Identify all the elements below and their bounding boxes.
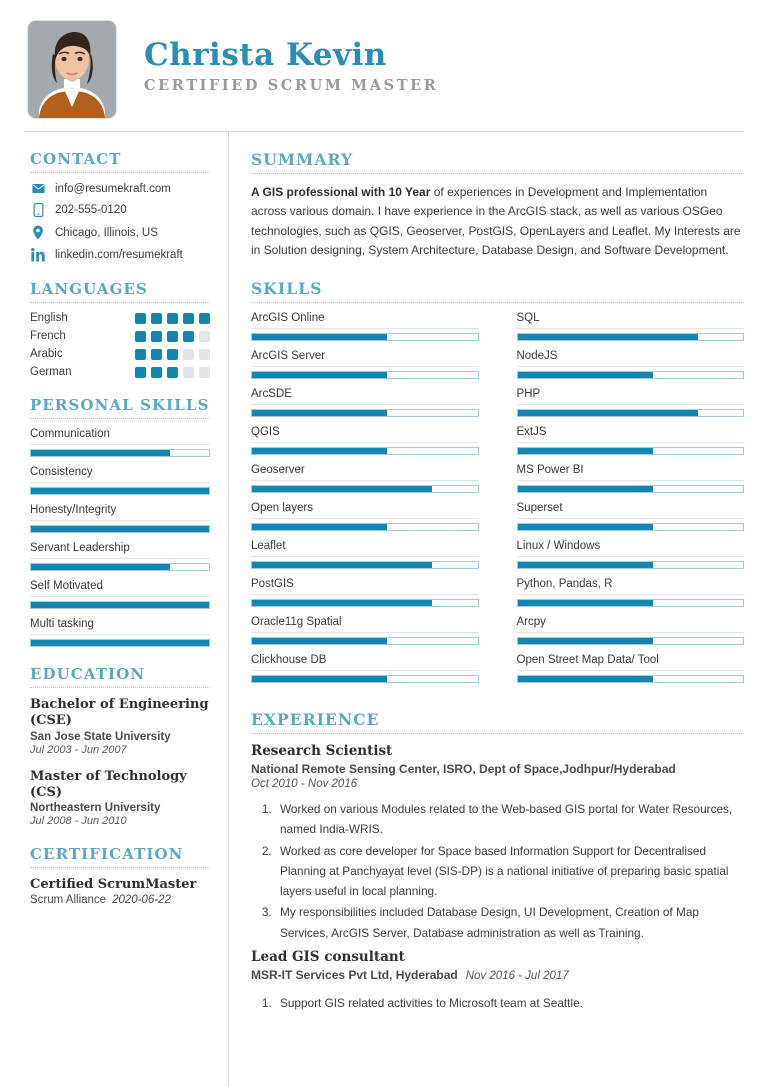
- certification-list: [30, 877, 210, 906]
- certification-item: [30, 877, 210, 906]
- skill-bar-fill: [252, 638, 387, 644]
- experience-bullet: 2. Worked as core developer for Space based Information Support for Decentralised Planning at Panchyayat level (SIS-DP) is a national initiative of preparing basic spatial layers useful in local planning.: [275, 841, 744, 902]
- skill-name: ArcSDE: [251, 388, 479, 405]
- phone-icon: [30, 203, 46, 217]
- skill-bar-track: [251, 371, 479, 379]
- skill-name: ArcGIS Online: [251, 312, 479, 329]
- skill-bar-fill: [518, 676, 653, 682]
- skill-name: SQL: [517, 312, 745, 329]
- experience-heading: EXPERIENCE: [251, 709, 380, 729]
- education-rule: [30, 687, 210, 688]
- language-level-square: [135, 331, 146, 342]
- language-level-square: [167, 349, 178, 360]
- skill-bar-item: [517, 426, 745, 455]
- skill-bar-fill: [31, 564, 170, 570]
- skills-rule: [251, 302, 744, 303]
- experience-role: Research Scientist: [251, 742, 393, 759]
- summary-text: [251, 183, 744, 261]
- skill-name: MS Power BI: [517, 464, 745, 481]
- skill-name: Servant Leadership: [30, 542, 210, 559]
- skill-bar-track: [30, 449, 210, 457]
- skill-bar-item: [30, 428, 210, 457]
- language-level-square: [135, 349, 146, 360]
- language-level-square: [183, 367, 194, 378]
- language-name: German: [30, 366, 72, 378]
- contact-item[interactable]: [30, 225, 210, 240]
- skill-bar-fill: [252, 524, 387, 530]
- experience-bullet: 1. Worked on various Modules related to the Web-based GIS portal for Water Resources, named India-WRIS.: [275, 799, 744, 840]
- contact-item[interactable]: [30, 203, 210, 217]
- language-name: French: [30, 330, 66, 342]
- language-level-square: [199, 349, 210, 360]
- skill-bar-track: [30, 487, 210, 495]
- summary-lead: A GIS professional with 10 Year: [251, 185, 431, 199]
- education-dates: Jul 2003 - Jun 2007: [30, 743, 127, 756]
- contact-item[interactable]: [30, 182, 210, 195]
- language-level-square: [183, 331, 194, 342]
- skill-bar-track: [30, 639, 210, 647]
- language-name: English: [30, 312, 68, 324]
- skill-bar-fill: [518, 562, 653, 568]
- experience-bullet: 3. My responsibilities included Database Design, UI Development, Creation of Map Services, ArcGIS Server, Database administration as well as Training.: [275, 902, 744, 943]
- summary-rest: of experiences in Development and Implementation across various domain. I have experience in the ArcGIS stack, as well as various OSGeo technologies, such as QGIS, Geoserver, PostGIS, OpenLayers and Leaflet. My Interests are in Solution designing, System Architecture, Database Design, and Software Development.: [251, 185, 741, 258]
- experience-org-line: [251, 967, 744, 985]
- skill-name: Oracle11g Spatial: [251, 616, 479, 633]
- language-name: Arabic: [30, 348, 63, 360]
- skill-name: Self Motivated: [30, 580, 210, 597]
- contact-value: Chicago, Illinois, US: [55, 226, 158, 239]
- skill-bar-fill: [518, 448, 653, 454]
- personal-skills-rule: [30, 418, 210, 419]
- skill-bar-fill: [518, 600, 653, 606]
- envelope-icon: [30, 182, 46, 195]
- skill-bar-fill: [252, 410, 387, 416]
- skill-name: Linux / Windows: [517, 540, 745, 557]
- experience-item: [251, 743, 744, 943]
- experience-dates: Oct 2010 - Nov 2016: [251, 777, 358, 790]
- skill-bar-fill: [518, 524, 653, 530]
- language-level-square: [183, 313, 194, 324]
- skill-bar-track: [517, 561, 745, 569]
- personal-skills-list: [30, 428, 210, 647]
- skill-bar-item: [251, 540, 479, 569]
- language-level-meter: [135, 349, 210, 360]
- language-level-square: [199, 331, 210, 342]
- education-list: [30, 697, 210, 827]
- skill-bar-item: [30, 504, 210, 533]
- skill-bar-item: [517, 654, 745, 683]
- skill-bar-fill: [518, 334, 698, 340]
- skill-bar-track: [251, 523, 479, 531]
- skill-bar-item: [517, 502, 745, 531]
- education-school: San Jose State University: [30, 730, 171, 743]
- contact-rule: [30, 172, 210, 173]
- skill-bar-fill: [252, 334, 387, 340]
- skill-bar-track: [251, 333, 479, 341]
- sidebar-column: [0, 132, 228, 1087]
- skills-column-right: [517, 312, 745, 692]
- contact-value: info@resumekraft.com: [55, 182, 171, 195]
- skill-bar-fill: [518, 410, 698, 416]
- contact-heading: CONTACT: [30, 150, 122, 168]
- language-level-square: [135, 367, 146, 378]
- experience-bullet-list: [275, 993, 744, 1013]
- location-pin-icon: [30, 225, 46, 240]
- skill-bar-item: [517, 350, 745, 379]
- skill-name: NodeJS: [517, 350, 745, 367]
- language-level-square: [151, 313, 162, 324]
- certification-title: Certified ScrumMaster: [30, 877, 197, 893]
- experience-org: MSR-IT Services Pvt Ltd, Hyderabad: [251, 967, 458, 982]
- skill-name: Communication: [30, 428, 210, 445]
- skill-bar-item: [30, 542, 210, 571]
- skill-bar-item: [30, 580, 210, 609]
- certification-subline: [30, 894, 210, 906]
- language-level-square: [167, 367, 178, 378]
- skill-bar-item: [251, 502, 479, 531]
- languages-rule: [30, 302, 210, 303]
- experience-list: [251, 743, 744, 1014]
- skill-bar-fill: [252, 600, 432, 606]
- contact-value: 202-555-0120: [55, 204, 127, 216]
- skill-name: Clickhouse DB: [251, 654, 479, 671]
- skill-bar-item: [517, 540, 745, 569]
- skill-name: Leaflet: [251, 540, 479, 557]
- skill-bar-fill: [31, 602, 209, 608]
- skill-name: Geoserver: [251, 464, 479, 481]
- skill-bar-track: [517, 333, 745, 341]
- skill-bar-fill: [518, 638, 653, 644]
- skill-name: PHP: [517, 388, 745, 405]
- education-school: Northeastern University: [30, 802, 161, 815]
- skills-grid: [251, 312, 744, 692]
- skill-bar-track: [517, 409, 745, 417]
- language-row: [30, 312, 210, 324]
- skill-bar-item: [517, 578, 745, 607]
- language-level-square: [183, 349, 194, 360]
- language-level-square: [199, 313, 210, 324]
- skill-bar-track: [517, 637, 745, 645]
- section-skills: [251, 279, 744, 692]
- certification-date: 2020-06-22: [112, 894, 171, 907]
- skill-bar-track: [30, 563, 210, 571]
- skill-bar-fill: [252, 676, 387, 682]
- resume-body: [0, 132, 768, 1087]
- contact-item[interactable]: [30, 248, 210, 262]
- language-level-square: [151, 331, 162, 342]
- certification-rule: [30, 867, 210, 868]
- experience-rule: [251, 733, 744, 734]
- section-summary: [251, 150, 744, 261]
- skill-bar-fill: [31, 450, 170, 456]
- skill-bar-fill: [31, 640, 209, 646]
- skill-bar-item: [517, 388, 745, 417]
- skill-bar-item: [251, 654, 479, 683]
- skill-bar-fill: [518, 372, 653, 378]
- skill-bar-track: [517, 447, 745, 455]
- skill-bar-track: [251, 447, 479, 455]
- skill-name: PostGIS: [251, 578, 479, 595]
- skill-bar-fill: [31, 488, 209, 494]
- section-contact: [30, 150, 210, 262]
- education-dates: Jul 2008 - Jun 2010: [30, 815, 127, 828]
- skill-name: Open Street Map Data/ Tool: [517, 654, 745, 671]
- certification-heading: CERTIFICATION: [30, 845, 184, 864]
- skill-bar-track: [517, 599, 745, 607]
- profile-photo: [28, 21, 116, 118]
- skill-bar-item: [251, 464, 479, 493]
- languages-heading: LANGUAGES: [30, 280, 148, 298]
- candidate-title: CERTIFIED SCRUM MASTER: [144, 77, 439, 95]
- language-level-meter: [135, 367, 210, 378]
- candidate-name: Christa Kevin: [144, 36, 387, 73]
- language-level-square: [167, 331, 178, 342]
- language-level-square: [199, 367, 210, 378]
- experience-item: [251, 949, 744, 1014]
- skill-bar-item: [517, 312, 745, 341]
- language-level-meter: [135, 331, 210, 342]
- skill-bar-item: [30, 466, 210, 495]
- skill-bar-track: [517, 675, 745, 683]
- experience-dates: Nov 2016 - Jul 2017: [465, 969, 569, 982]
- section-personal-skills: [30, 396, 210, 647]
- experience-bullet-list: [275, 799, 744, 943]
- skill-bar-item: [30, 618, 210, 647]
- language-row: [30, 330, 210, 342]
- skill-bar-item: [517, 616, 745, 645]
- skill-name: Superset: [517, 502, 745, 519]
- summary-rule: [251, 173, 744, 174]
- experience-role: Lead GIS consultant: [251, 948, 405, 965]
- education-degree: Master of Technology (CS): [30, 768, 187, 800]
- skill-name: ExtJS: [517, 426, 745, 443]
- skill-bar-track: [30, 525, 210, 533]
- skill-bar-item: [251, 388, 479, 417]
- language-level-square: [151, 367, 162, 378]
- language-level-square: [135, 313, 146, 324]
- languages-list: [30, 312, 210, 378]
- skill-name: Arcpy: [517, 616, 745, 633]
- education-item: [30, 697, 210, 756]
- language-row: [30, 348, 210, 360]
- skill-name: Multi tasking: [30, 618, 210, 635]
- skill-bar-item: [251, 312, 479, 341]
- skill-bar-fill: [252, 372, 387, 378]
- experience-org: National Remote Sensing Center, ISRO, Dept of Space,Jodhpur/Hyderabad: [251, 761, 676, 776]
- skill-bar-fill: [252, 562, 432, 568]
- skill-bar-track: [251, 409, 479, 417]
- skill-bar-track: [251, 485, 479, 493]
- skill-name: ArcGIS Server: [251, 350, 479, 367]
- skill-name: Python, Pandas, R: [517, 578, 745, 595]
- skill-bar-item: [517, 464, 745, 493]
- section-certification: [30, 845, 210, 906]
- skill-bar-track: [517, 371, 745, 379]
- skill-bar-item: [251, 616, 479, 645]
- skill-name: Honesty/Integrity: [30, 504, 210, 521]
- language-level-square: [151, 349, 162, 360]
- summary-heading: SUMMARY: [251, 150, 354, 169]
- certification-issuer: Scrum Alliance: [30, 894, 107, 907]
- section-education: [30, 665, 210, 827]
- language-level-square: [167, 313, 178, 324]
- header-text-block: [144, 36, 439, 100]
- skill-bar-track: [517, 485, 745, 493]
- linkedin-icon: [30, 248, 46, 262]
- resume-header: [0, 0, 768, 131]
- language-level-meter: [135, 313, 210, 324]
- skill-bar-track: [251, 637, 479, 645]
- skill-bar-fill: [252, 486, 432, 492]
- section-languages: [30, 280, 210, 378]
- skill-bar-item: [251, 350, 479, 379]
- personal-skills-heading: PERSONAL SKILLS: [30, 396, 210, 414]
- skill-bar-track: [251, 599, 479, 607]
- contact-value: linkedin.com/resumekraft: [55, 249, 183, 261]
- skills-column-left: [251, 312, 479, 692]
- section-experience: [251, 710, 744, 1014]
- education-heading: EDUCATION: [30, 665, 146, 683]
- skill-name: QGIS: [251, 426, 479, 443]
- main-column: [229, 132, 768, 1087]
- experience-bullet: 1. Support GIS related activities to Microsoft team at Seattle.: [275, 993, 744, 1013]
- contact-list: [30, 182, 210, 262]
- education-item: [30, 769, 210, 828]
- skill-bar-fill: [31, 526, 209, 532]
- education-degree: Bachelor of Engineering (CSE): [30, 697, 209, 728]
- skill-name: Consistency: [30, 466, 210, 483]
- skill-bar-fill: [518, 486, 653, 492]
- skill-bar-track: [251, 675, 479, 683]
- skill-bar-item: [251, 426, 479, 455]
- skill-bar-item: [251, 578, 479, 607]
- language-row: [30, 366, 210, 378]
- skill-bar-track: [251, 561, 479, 569]
- skill-bar-fill: [252, 448, 387, 454]
- skills-heading: SKILLS: [251, 278, 323, 298]
- skill-bar-track: [517, 523, 745, 531]
- skill-bar-track: [30, 601, 210, 609]
- skill-name: Open layers: [251, 502, 479, 519]
